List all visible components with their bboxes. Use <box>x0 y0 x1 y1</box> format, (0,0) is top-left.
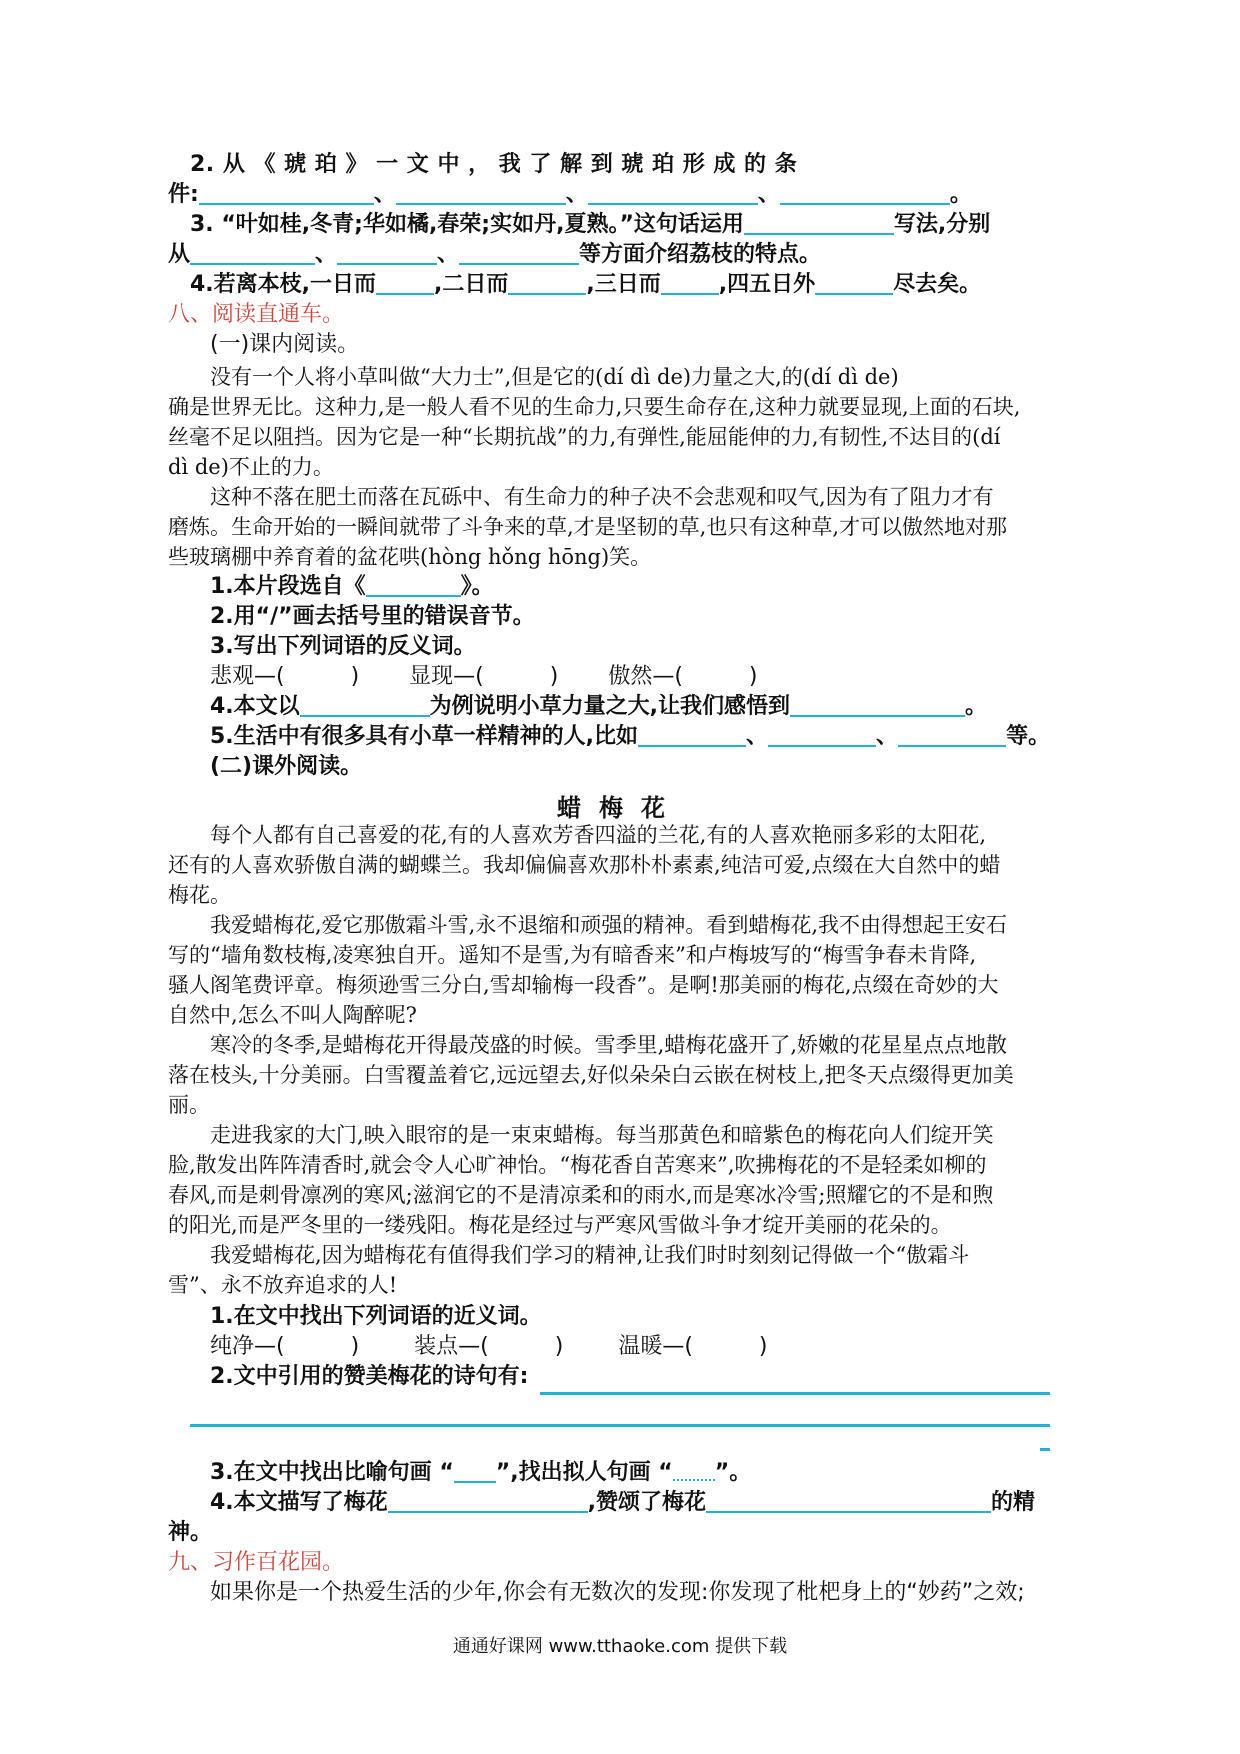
question-2-line-1: 2. 从 《 琥 珀 》 一 文 中 ， 我 了 解 到 琥 珀 形 成 的 条 <box>190 152 798 177</box>
passage-2-line: 磨炼。生命开始的一瞬间就带了斗争来的草,才是坚韧的草,也只有这种草,才可以傲然地对那 <box>168 515 1008 539</box>
answer-line-end <box>1040 1448 1050 1451</box>
q3-line2-suffix: 等方面介绍荔枝的特点。 <box>579 242 822 267</box>
answer-blank[interactable] <box>661 271 719 295</box>
answer-blank[interactable] <box>780 181 950 205</box>
synonym-item: 温暖—( ) <box>618 1334 768 1359</box>
answer-blank[interactable] <box>706 1489 991 1513</box>
question-2-line-2 <box>168 180 1038 210</box>
answer-blank[interactable] <box>768 723 876 747</box>
s3-part-c: ”。 <box>714 1460 752 1485</box>
answer-blank[interactable] <box>396 181 566 205</box>
answer-blank[interactable] <box>199 181 374 205</box>
passage-1-line: dì de)不止的力。 <box>168 455 334 479</box>
period: 。 <box>965 694 988 719</box>
question-3-line-2 <box>168 240 1038 270</box>
separator: 、 <box>437 242 460 267</box>
r4-prefix: 4.本文以 <box>210 694 300 719</box>
question-4 <box>190 270 1060 300</box>
essay-line: 我爱蜡梅花,因为蜡梅花有值得我们学习的精神,让我们时时刻刻记得做一个“傲霜斗 <box>210 1243 970 1267</box>
q4-part-a: 4.若离本枝,一日而 <box>190 272 377 297</box>
s3-part-a: 3.在文中找出比喻句画 “ <box>210 1460 454 1485</box>
subsection-in-class-reading: (一)课内阅读。 <box>210 332 360 357</box>
q2-prefix: 件: <box>168 182 199 207</box>
essay-line: 寒冷的冬季,是蜡梅花开得最茂盛的时候。雪季里,蜡梅花盛开了,娇嫩的花星星点点地散 <box>210 1033 1008 1057</box>
answer-blank[interactable] <box>744 211 894 235</box>
answer-blank[interactable] <box>638 723 746 747</box>
answer-blank[interactable] <box>366 573 461 597</box>
r1-prefix: 1.本片段选自《 <box>210 574 366 599</box>
essay-line: 的阳光,而是严冬里的一缕残阳。梅花是经过与严寒风雪做斗争才绽开美丽的花朵的。 <box>168 1213 952 1237</box>
wavy-line-sample <box>673 1461 715 1481</box>
extra-q2: 2.文中引用的赞美梅花的诗句有: <box>210 1364 529 1389</box>
essay-line: 梅花。 <box>168 883 231 907</box>
section-8-heading: 八、阅读直通车。 <box>168 302 345 327</box>
straight-line-sample <box>454 1459 496 1483</box>
question-3-line-1 <box>190 210 1060 240</box>
synonym-row <box>210 1332 1080 1362</box>
reading-q2: 2.用“/”画去括号里的错误音节。 <box>210 604 535 629</box>
q3-line2-prefix: 从 <box>168 242 191 267</box>
reading-q3: 3.写出下列词语的反义词。 <box>210 634 476 659</box>
antonym-item: 傲然—( ) <box>608 664 758 689</box>
answer-line[interactable] <box>540 1392 1050 1395</box>
essay-line: 还有的人喜欢骄傲自满的蝴蝶兰。我却偏偏喜欢那朴朴素素,纯洁可爱,点缀在大自然中的蜡 <box>168 853 1001 877</box>
period: 。 <box>949 182 972 207</box>
reading-q1 <box>210 572 1080 602</box>
passage-1-line: 确是世界无比。这种力,是一般人看不见的生命力,只要生命存在,这种力就要显现,上面的石块, <box>168 395 1021 419</box>
s4-part-a: 4.本文描写了梅花 <box>210 1490 388 1515</box>
r4-mid: 为例说明小草力量之大,让我们感悟到 <box>429 694 791 719</box>
s3-part-b: ”,找出拟人句画 “ <box>495 1460 673 1485</box>
q4-part-b: ,二日而 <box>434 272 509 297</box>
extra-q4-continued: 神。 <box>168 1520 213 1545</box>
separator: 、 <box>373 182 396 207</box>
essay-line: 春风,而是刺骨凛冽的寒风;滋润它的不是清凉柔和的雨水,而是寒冰冷雪;照耀它的不是和煦 <box>168 1183 994 1207</box>
extra-q1: 1.在文中找出下列词语的近义词。 <box>210 1304 542 1329</box>
essay-line: 雪”、永不放弃追求的人! <box>168 1273 398 1297</box>
synonym-item: 纯净—( ) <box>210 1334 360 1359</box>
essay-line: 脸,散发出阵阵清香时,就会令人心旷神怡。“梅花香自苦寒来”,吹拂梅花的不是轻柔如柳的 <box>168 1153 987 1177</box>
antonym-item: 悲观—( ) <box>210 664 360 689</box>
r5-prefix: 5.生活中有很多具有小草一样精神的人,比如 <box>210 724 639 749</box>
footer-source: 通通好课网 www.tthaoke.com 提供下载 <box>452 1636 788 1657</box>
essay-line: 写的“墙角数枝梅,凌寒独自开。遥知不是雪,为有暗香来”和卢梅坡写的“梅雪争春未肯降, <box>168 943 977 967</box>
separator: 、 <box>315 242 338 267</box>
reading-q5 <box>210 722 1080 752</box>
answer-blank[interactable] <box>459 241 579 265</box>
subsection-extra-reading: (二)课外阅读。 <box>210 754 363 779</box>
essay-line: 自然中,怎么不叫人陶醉呢? <box>168 1003 417 1027</box>
essay-line: 走进我家的大门,映入眼帘的是一束束蜡梅。每当那黄色和暗紫色的梅花向人们绽开笑 <box>210 1123 994 1147</box>
answer-blank[interactable] <box>588 181 758 205</box>
s4-part-b: ,赞颂了梅花 <box>587 1490 707 1515</box>
passage-1-line: 没有一个人将小草叫做“大力士”,但是它的(dí dì de)力量之大,的(dí dì de) <box>210 365 899 389</box>
synonym-item: 装点—( ) <box>414 1334 564 1359</box>
separator: 、 <box>746 724 769 749</box>
passage-1-line: 丝毫不足以阻挡。因为它是一种“长期抗战”的力,有弹性,能屈能伸的力,有韧性,不达目的(dí <box>168 425 1001 449</box>
answer-blank[interactable] <box>815 271 893 295</box>
essay-line: 丽。 <box>168 1093 210 1117</box>
essay-line: 我爱蜡梅花,爱它那傲霜斗雪,永不退缩和顽强的精神。看到蜡梅花,我不由得想起王安石 <box>210 913 1008 937</box>
essay-line: 每个人都有自己喜爱的花,有的人喜欢芳香四溢的兰花,有的人喜欢艳丽多彩的太阳花, <box>210 823 987 847</box>
antonym-row <box>210 662 1080 692</box>
answer-blank[interactable] <box>388 1489 588 1513</box>
writing-prompt: 如果你是一个热爱生活的少年,你会有无数次的发现:你发现了枇杷身上的“妙药”之效; <box>210 1580 1025 1605</box>
answer-blank[interactable] <box>300 693 430 717</box>
answer-blank[interactable] <box>376 271 434 295</box>
answer-blank[interactable] <box>337 241 437 265</box>
essay-line: 骚人阁笔费评章。梅须逊雪三分白,雪却输梅一段香”。是啊!那美丽的梅花,点缀在奇妙的大 <box>168 973 999 997</box>
extra-q4 <box>210 1488 1080 1518</box>
separator: 、 <box>876 724 899 749</box>
q4-part-d: ,四五日外 <box>718 272 816 297</box>
r1-suffix: 》。 <box>460 574 494 599</box>
answer-blank[interactable] <box>898 723 1006 747</box>
reading-q4 <box>210 692 1080 722</box>
q4-part-c: ,三日而 <box>586 272 661 297</box>
r5-suffix: 等。 <box>1006 724 1051 749</box>
answer-blank[interactable] <box>508 271 586 295</box>
section-9-heading: 九、习作百花园。 <box>168 1550 345 1575</box>
passage-title: 蜡梅花 <box>557 793 683 822</box>
answer-blank[interactable] <box>190 241 315 265</box>
antonym-item: 显现—( ) <box>409 664 559 689</box>
answer-blank[interactable] <box>790 693 965 717</box>
passage-2-line: 些玻璃棚中养育着的盆花哄(hòng hǒng hōng)笑。 <box>168 545 652 569</box>
passage-2-line: 这种不落在肥土而落在瓦砾中、有生命力的种子决不会悲观和叹气,因为有了阻力才有 <box>210 485 994 509</box>
extra-q3 <box>210 1458 1080 1488</box>
separator: 、 <box>565 182 588 207</box>
essay-line: 落在枝头,十分美丽。白雪覆盖着它,远远望去,好似朵朵白云嵌在树枝上,把冬天点缀得更加美 <box>168 1063 1014 1087</box>
s4-part-c: 的精 <box>991 1490 1036 1515</box>
q3-mid: 写法,分别 <box>893 212 991 237</box>
separator: 、 <box>757 182 780 207</box>
answer-line[interactable] <box>190 1424 1050 1427</box>
q3-prefix: 3. “叶如桂,冬青;华如橘,春荣;实如丹,夏熟。”这句话运用 <box>190 212 744 237</box>
q4-part-e: 尽去矣。 <box>893 272 982 297</box>
